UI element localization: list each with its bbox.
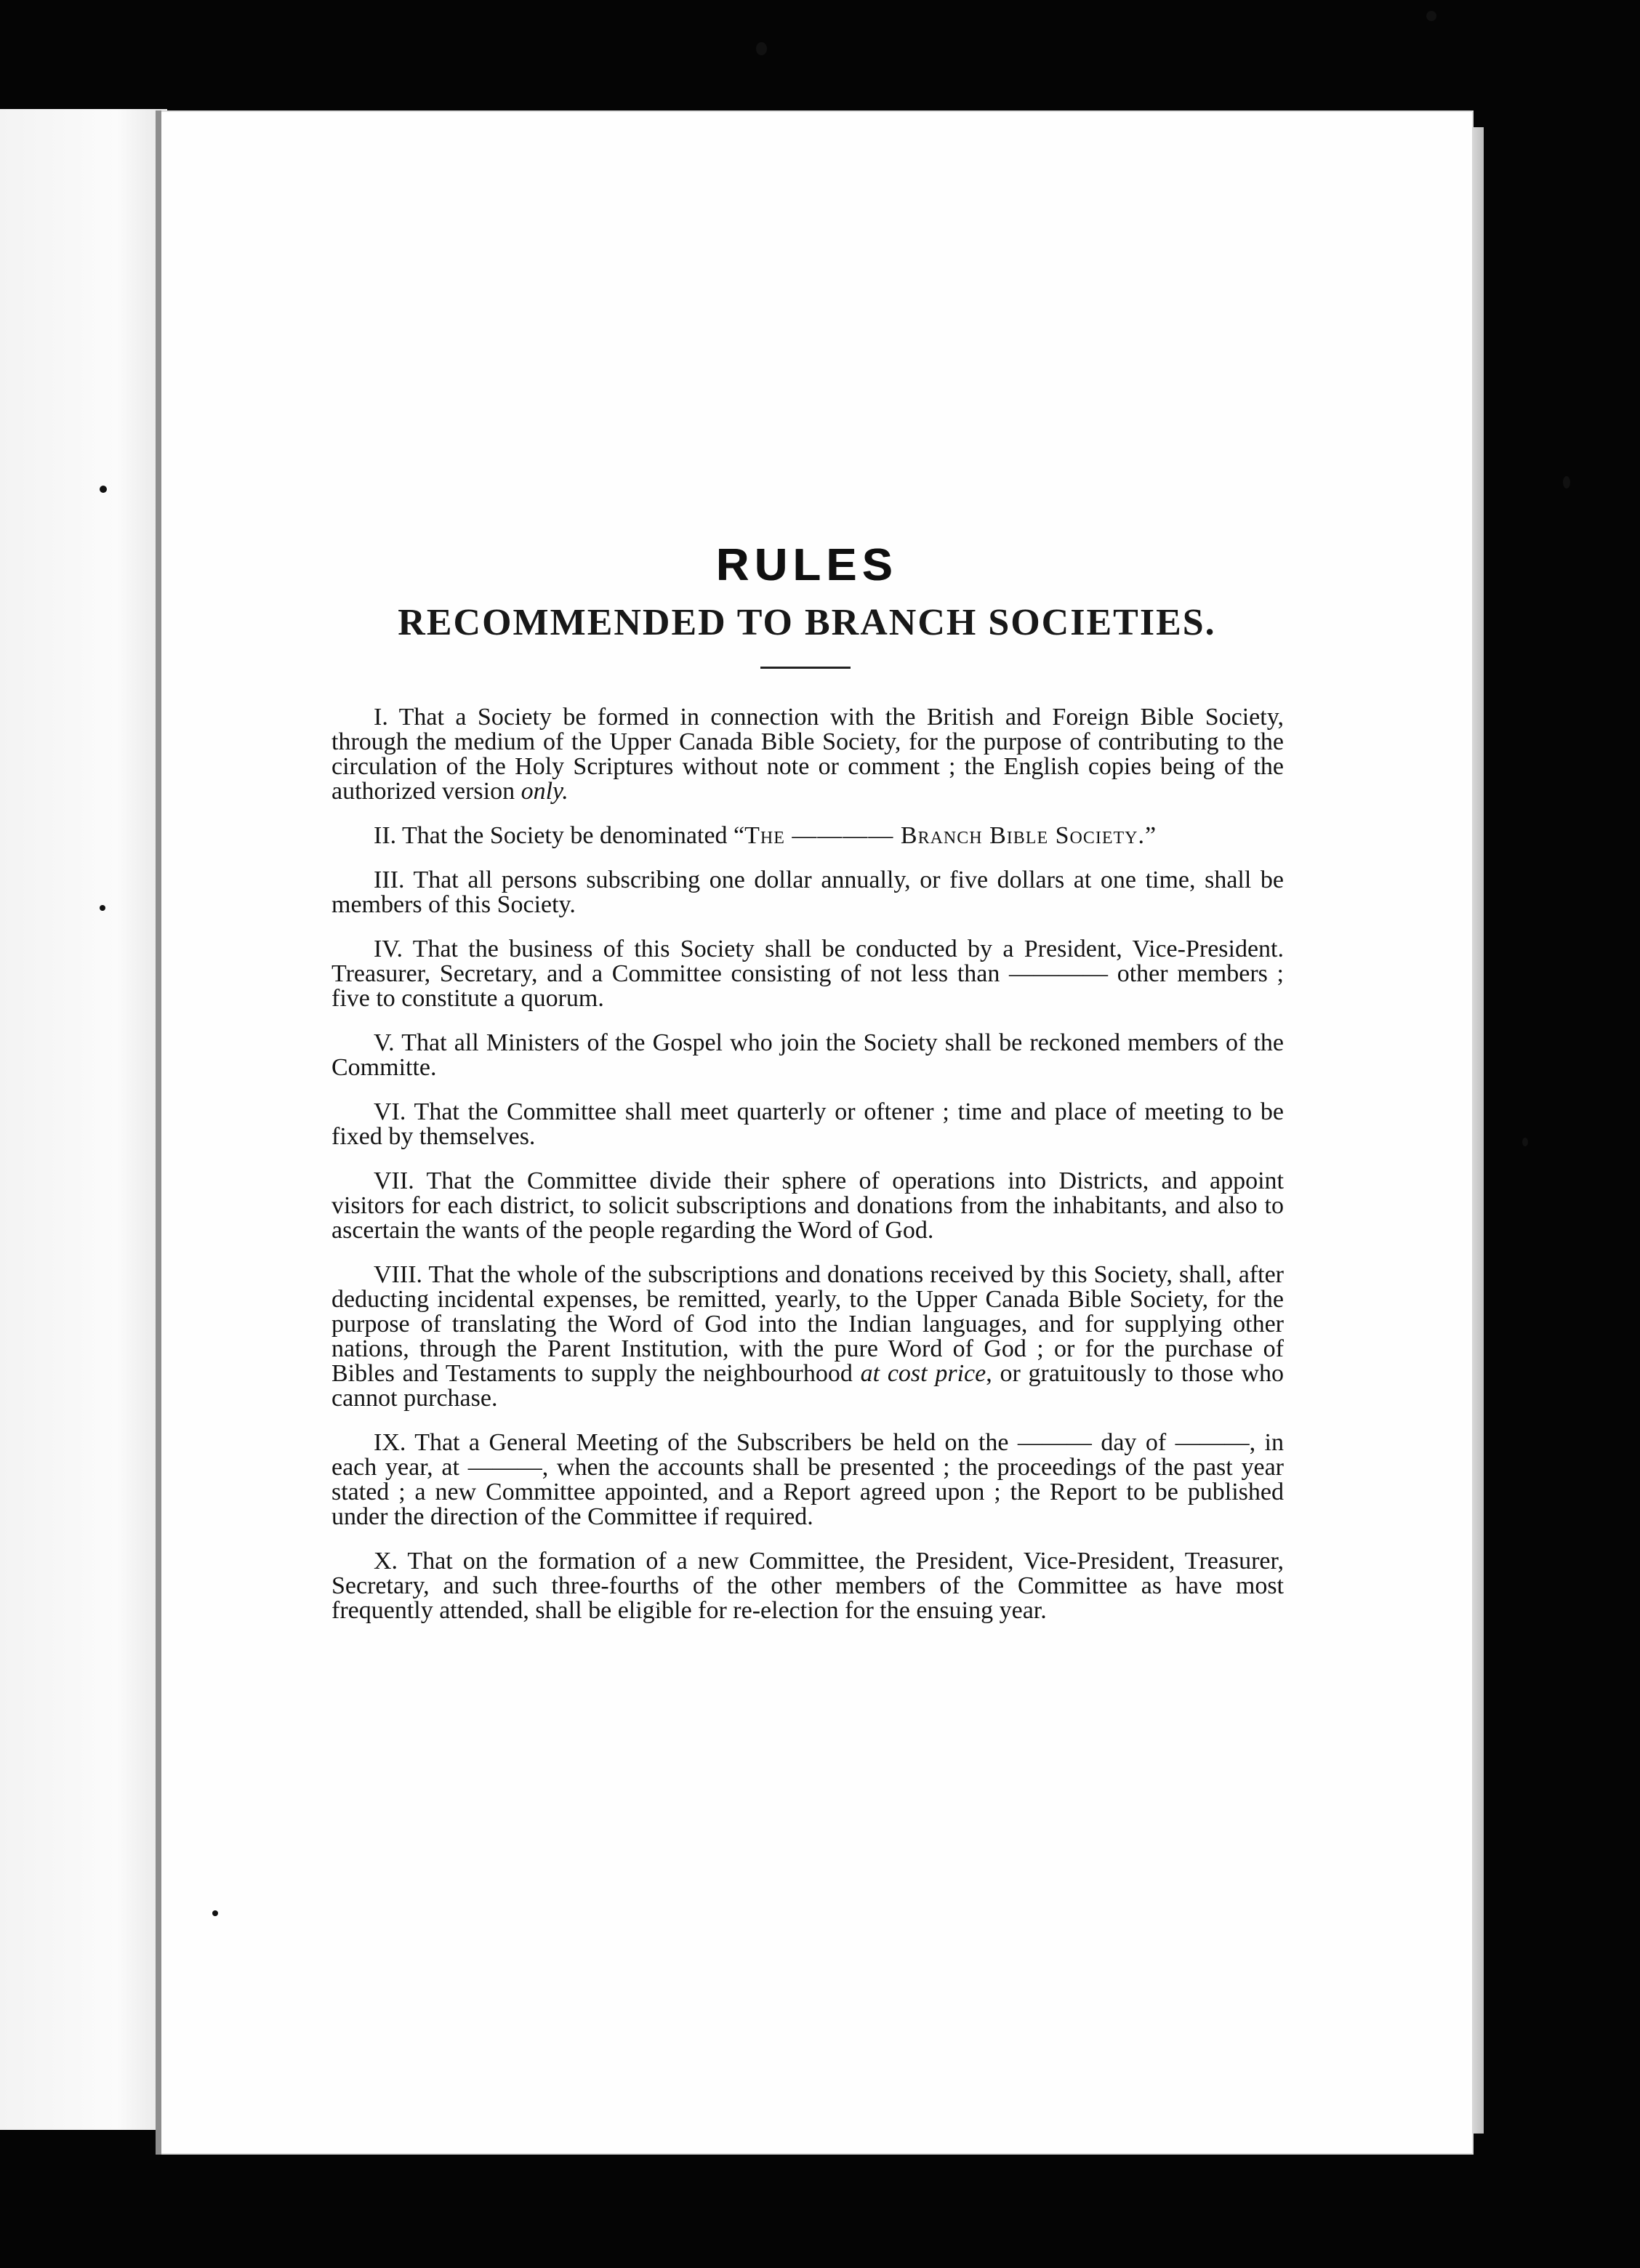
rule-emphasis: at cost price	[860, 1360, 986, 1387]
rule-text: VII. That the Committee divide their sphere of operations into Districts, and appoint visitors for each district, to solicit subscriptions and donations from the inhabitants, and also to ascertain the wants of the people regarding the Word of God.	[331, 1167, 1284, 1244]
rule-text: III. That all persons subscribing one dollar annually, or five dollars at one time, shall be members of this Society.	[331, 866, 1284, 918]
rule-paragraph	[331, 1100, 1284, 1149]
rule-paragraph	[331, 1431, 1284, 1529]
rule-paragraph	[331, 824, 1284, 848]
rule-text: ”	[1145, 822, 1157, 849]
rule-text: V. That all Ministers of the Gospel who join the Society shall be reckoned members of the Committe.	[331, 1029, 1284, 1081]
rules-list	[331, 705, 1284, 1643]
rule-paragraph	[331, 868, 1284, 917]
rule-paragraph	[331, 705, 1284, 804]
page-gutter	[156, 110, 161, 2155]
rule-text: IX. That a General Meeting of the Subscribers be held on the ——— day of ———, in each year, at ———, when the accounts shall be presented ; the proceedings of the past year stated ; a new Committee appointed, and a Report agreed upon ; the Report to be published under the direction of the Committee if required.	[331, 1429, 1284, 1530]
right-page-edge	[1472, 127, 1484, 2134]
rule-paragraph	[331, 1031, 1284, 1080]
scan-speck	[1563, 476, 1570, 488]
rule-text: II. That the Society be denominated “	[374, 822, 745, 849]
rule-text: IV. That the business of this Society shall be conducted by a President, Vice-President. Treasurer, Secretary, and a Committee consisting of not less than ———— other members ; five to constitute a quorum.	[331, 936, 1284, 1012]
page-subtitle: RECOMMENDED TO BRANCH SOCIETIES.	[398, 602, 1216, 644]
left-page-edge	[0, 109, 167, 2130]
scan-speck	[212, 1910, 218, 1916]
rule-text: VI. That the Committee shall meet quarterly or oftener ; time and place of meeting to be fixed by themselves.	[331, 1098, 1284, 1150]
rule-emphasis: only.	[520, 778, 568, 805]
rule-text: , or gratuitously to those who cannot purchase.	[331, 1360, 1285, 1412]
title-divider	[760, 667, 851, 669]
rule-text: X. That on the formation of a new Committee, the President, Vice-President, Treasurer, Secretary, and such three-fourths of the other members of the Committee as have most frequently attended, shall be eligible for re-election for the ensuing year.	[331, 1548, 1284, 1624]
scan-speck	[1522, 1138, 1528, 1146]
rule-paragraph	[331, 937, 1284, 1011]
rule-text: VIII. That the whole of the subscriptions and donations received by this Society, shall, after deducting incidental expenses, be remitted, yearly, to the Upper Canada Bible Society, for the purpose of translating the Word of God into the Indian languages, and for supplying other nations, through the Parent Institution, with the pure Word of God ; or for the purchase of Bibles and Testaments to supply the neighbourhood	[331, 1261, 1284, 1387]
society-name-placeholder: The ———— Branch Bible Society.	[744, 822, 1145, 849]
rule-paragraph	[331, 1549, 1284, 1623]
rule-paragraph	[331, 1169, 1284, 1243]
scan-speck	[1426, 11, 1436, 21]
scan-speck	[100, 486, 107, 493]
rule-paragraph	[331, 1263, 1284, 1411]
page-title: RULES	[715, 539, 899, 590]
scan-speck	[756, 42, 767, 55]
scan-speck	[100, 905, 105, 911]
rule-text: I. That a Society be formed in connection with the British and Foreign Bible Society, through the medium of the Upper Canada Bible Society, for the purpose of contributing to the circulation of the Holy Scriptures without note or comment ; the English copies being of the authorized version	[331, 704, 1284, 805]
